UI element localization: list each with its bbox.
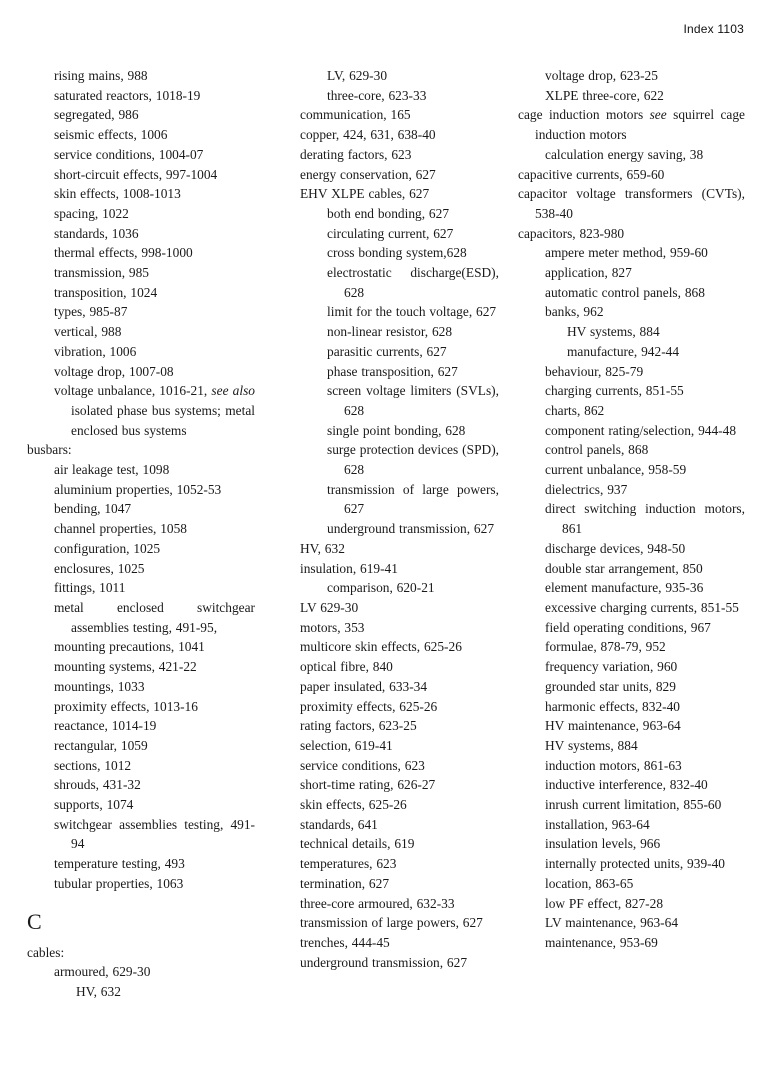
index-subentry: electrostatic discharge(ESD), 628	[327, 265, 499, 300]
index-subentry: skin effects, 1008-1013	[54, 186, 181, 202]
index-subentry: segregated, 986	[54, 107, 139, 123]
see-target: isolated phase bus systems; metal enclosed bus systems	[71, 402, 255, 438]
index-subentry: screen voltage limiters (SVLs), 628	[327, 383, 499, 418]
index-subentry: surge protection devices (SPD), 628	[327, 442, 499, 478]
index-subentry: non-linear resistor, 628	[327, 324, 453, 340]
index-subentry: three-core, 623-33	[327, 87, 427, 103]
index-subentry: ampere meter method, 959-60	[545, 245, 708, 261]
index-heading: cables:	[27, 944, 65, 960]
index-subentry: air leakage test, 1098	[54, 462, 170, 478]
index-subentry: channel properties, 1058	[54, 521, 188, 537]
section-letter: C	[27, 908, 42, 934]
index-subentry: vertical, 988	[54, 324, 122, 340]
index-subentry: component rating/selection, 944-48	[545, 422, 737, 438]
index-subentry: mountings, 1033	[54, 678, 145, 694]
index-heading: rating factors, 623-25	[300, 718, 417, 734]
index-subentry: standards, 1036	[54, 225, 139, 241]
index-subentry: internally protected units, 939-40	[545, 856, 725, 872]
index-subentry: charts, 862	[545, 402, 605, 418]
index-subentry: excessive charging currents, 851-55	[545, 599, 739, 615]
index-subentry: field operating conditions, 967	[545, 619, 711, 635]
running-head: Index 1103	[683, 22, 744, 36]
index-subentry: seismic effects, 1006	[54, 127, 168, 143]
index-heading: capacitors, 823-980	[518, 225, 625, 241]
index-subentry: location, 863-65	[545, 875, 634, 891]
entry-text: cage induction motors	[518, 107, 644, 123]
index-subentry: HV, 632	[76, 983, 121, 999]
index-subentry: configuration, 1025	[54, 540, 161, 556]
see-reference: see	[649, 107, 667, 123]
index-subentry: voltage drop, 1007-08	[54, 363, 174, 379]
see-reference: see also	[211, 383, 255, 399]
index-heading: transmission of large powers, 627	[300, 915, 483, 931]
index-subentry: voltage drop, 623-25	[545, 68, 658, 83]
index-subentry: vibration, 1006	[54, 343, 137, 359]
index-subentry: parasitic currents, 627	[327, 343, 447, 359]
index-subentry: spacing, 1022	[54, 205, 129, 221]
index-subentry: discharge devices, 948-50	[545, 540, 686, 556]
index-subentry: behaviour, 825-79	[545, 363, 644, 379]
index-subentry: underground transmission, 627	[327, 521, 495, 537]
index-heading: proximity effects, 625-26	[300, 698, 438, 714]
index-heading: three-core armoured, 632-33	[300, 895, 455, 911]
index-column-3	[518, 66, 745, 953]
index-subentry: LV maintenance, 963-64	[545, 915, 679, 931]
index-subentry: both end bonding, 627	[327, 205, 450, 221]
index-subentry: frequency variation, 960	[545, 659, 678, 675]
index-subentry: rectangular, 1059	[54, 737, 148, 753]
index-subentry: bending, 1047	[54, 501, 132, 517]
index-subentry: direct switching induction motors, 861	[545, 501, 745, 537]
index-heading: standards, 641	[300, 816, 378, 832]
index-heading: optical fibre, 840	[300, 659, 393, 675]
index-subentry: automatic control panels, 868	[545, 284, 705, 300]
index-subentry: transmission of large powers, 627	[327, 481, 499, 517]
index-subentry: current unbalance, 958-59	[545, 462, 687, 478]
index-subentry: circulating current, 627	[327, 225, 454, 241]
index-subentry: inductive interference, 832-40	[545, 777, 708, 793]
index-heading: trenches, 444-45	[300, 934, 390, 950]
index-heading: energy conservation, 627	[300, 166, 436, 182]
index-subentry: enclosures, 1025	[54, 560, 145, 576]
index-subentry	[27, 381, 255, 440]
index-subentry: installation, 963-64	[545, 816, 650, 832]
index-heading: HV, 632	[300, 540, 345, 556]
index-subentry: grounded star units, 829	[545, 678, 676, 694]
index-subentry: single point bonding, 628	[327, 422, 466, 438]
index-subentry: supports, 1074	[54, 797, 134, 813]
index-subentry: HV systems, 884	[567, 324, 660, 340]
index-heading: skin effects, 625-26	[300, 797, 407, 813]
index-heading: EHV XLPE cables, 627	[300, 186, 430, 202]
index-subentry: banks, 962	[545, 304, 604, 320]
index-subentry: fittings, 1011	[54, 580, 126, 596]
index-subentry: transmission, 985	[54, 265, 149, 281]
index-heading: service conditions, 623	[300, 757, 425, 773]
index-heading: temperatures, 623	[300, 856, 397, 872]
index-subentry: inrush current limitation, 855-60	[545, 797, 722, 813]
index-column-1	[27, 66, 255, 1002]
index-subentry: metal enclosed switchgear assemblies testing, 491-95,	[54, 599, 255, 635]
index-subentry: shrouds, 431-32	[54, 777, 141, 793]
index-subentry: limit for the touch voltage, 627	[327, 304, 497, 320]
index-heading: multicore skin effects, 625-26	[300, 639, 462, 655]
index-subentry: comparison, 620-21	[327, 580, 435, 596]
index-subentry: switchgear assemblies testing, 491-94	[54, 816, 255, 852]
index-subentry: mounting systems, 421-22	[54, 659, 197, 675]
index-heading: technical details, 619	[300, 836, 415, 852]
index-subentry: insulation levels, 966	[545, 836, 661, 852]
see-target: squirrel cage induction motors	[535, 107, 745, 143]
index-heading: derating factors, 623	[300, 146, 412, 162]
index-subentry: proximity effects, 1013-16	[54, 698, 198, 714]
index-heading: busbars:	[27, 442, 72, 458]
index-subentry: tubular properties, 1063	[54, 875, 184, 891]
index-heading: underground transmission, 627	[300, 954, 468, 970]
index-subentry: maintenance, 953-69	[545, 934, 658, 950]
index-subentry: sections, 1012	[54, 757, 132, 773]
index-subentry: HV maintenance, 963-64	[545, 718, 681, 734]
index-heading: paper insulated, 633-34	[300, 678, 428, 694]
index-subentry: double star arrangement, 850	[545, 560, 703, 576]
index-subentry: cross bonding system,628	[327, 245, 467, 261]
index-subentry: rising mains, 988	[54, 68, 148, 83]
index-subentry: calculation energy saving, 38	[545, 146, 704, 162]
index-subentry: short-circuit effects, 997-1004	[54, 166, 218, 182]
index-heading	[518, 105, 745, 144]
index-subentry: types, 985-87	[54, 304, 128, 320]
index-subentry: charging currents, 851-55	[545, 383, 684, 399]
index-heading: insulation, 619-41	[300, 560, 398, 576]
index-subentry: saturated reactors, 1018-19	[54, 87, 201, 103]
index-heading: short-time rating, 626-27	[300, 777, 436, 793]
index-heading: LV 629-30	[300, 599, 359, 615]
index-subentry: harmonic effects, 832-40	[545, 698, 680, 714]
index-subentry: control panels, 868	[545, 442, 649, 458]
index-subentry: induction motors, 861-63	[545, 757, 682, 773]
index-subentry: dielectrics, 937	[545, 481, 628, 497]
index-heading: termination, 627	[300, 875, 390, 891]
index-column-2	[300, 66, 499, 972]
index-subentry: HV systems, 884	[545, 737, 638, 753]
index-heading: capacitive currents, 659-60	[518, 166, 665, 182]
index-heading: copper, 424, 631, 638-40	[300, 127, 436, 143]
index-subentry: aluminium properties, 1052-53	[54, 481, 222, 497]
index-subentry: mounting precautions, 1041	[54, 639, 205, 655]
index-subentry: phase transposition, 627	[327, 363, 458, 379]
index-subentry: low PF effect, 827-28	[545, 895, 664, 911]
entry-text: voltage unbalance, 1016-21,	[54, 383, 208, 399]
index-subentry: armoured, 629-30	[54, 964, 151, 980]
index-heading: selection, 619-41	[300, 737, 393, 753]
index-subentry: element manufacture, 935-36	[545, 580, 704, 596]
index-subentry: reactance, 1014-19	[54, 718, 157, 734]
index-subentry: LV, 629-30	[327, 68, 388, 83]
index-heading: communication, 165	[300, 107, 411, 123]
index-subentry: manufacture, 942-44	[567, 343, 680, 359]
index-subentry: service conditions, 1004-07	[54, 146, 204, 162]
index-subentry: application, 827	[545, 265, 632, 281]
index-heading: motors, 353	[300, 619, 365, 635]
index-subentry: transposition, 1024	[54, 284, 158, 300]
index-subentry: XLPE three-core, 622	[545, 87, 664, 103]
index-subentry: thermal effects, 998-1000	[54, 245, 193, 261]
index-heading: capacitor voltage transformers (CVTs), 538-40	[518, 186, 745, 221]
index-subentry: formulae, 878-79, 952	[545, 639, 666, 655]
index-subentry: temperature testing, 493	[54, 856, 185, 872]
